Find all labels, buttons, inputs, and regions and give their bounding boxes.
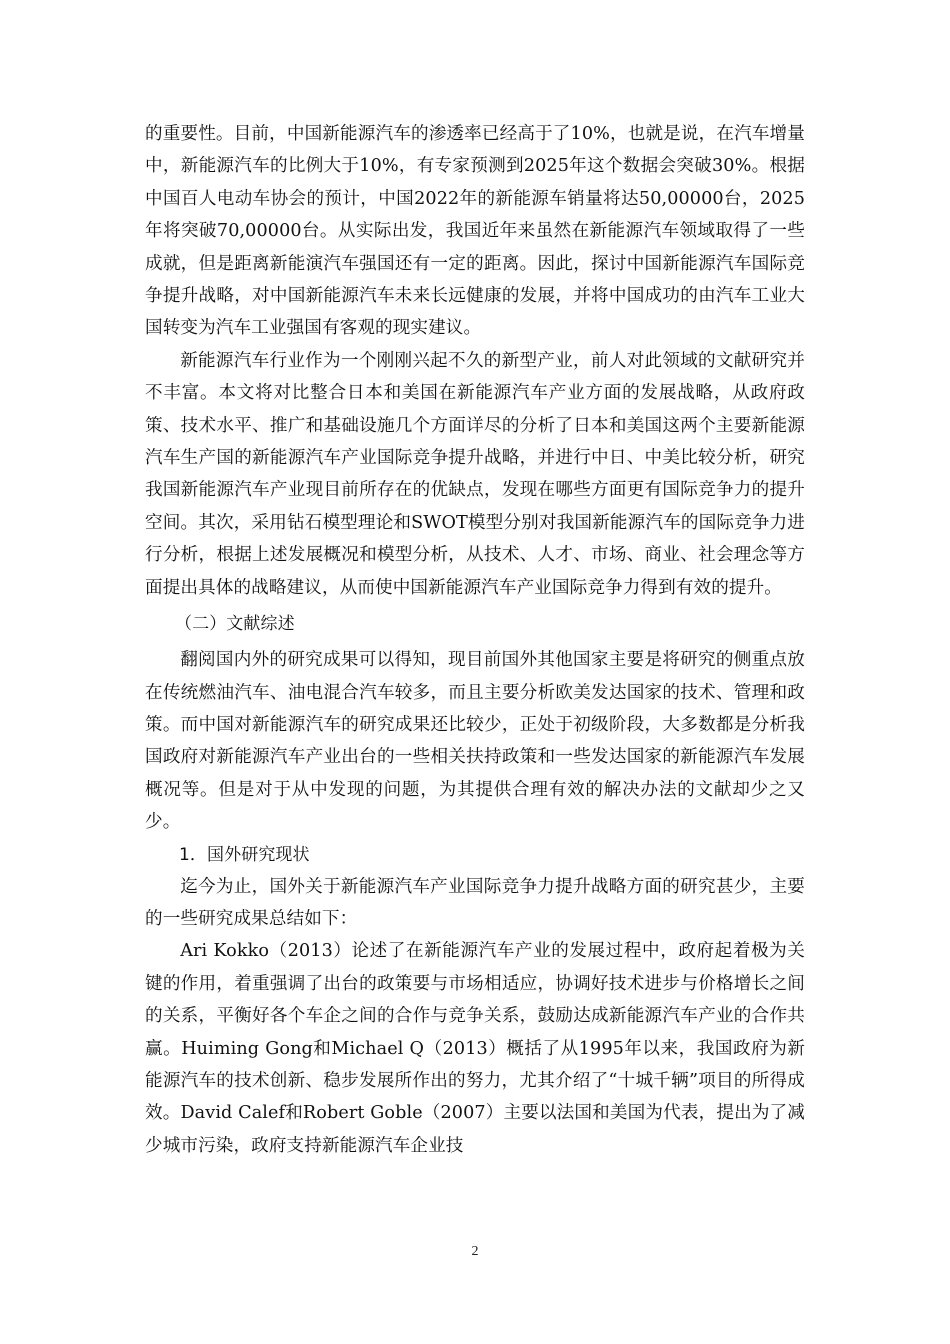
section-heading-literature-review: （二）文献综述	[175, 614, 295, 635]
paragraph-foreign-studies: Ari Kokko（2013）论述了在新能源汽车产业的发展过程中，政府起着极为关键的作用，着重强调了出台的政策要与市场相适应，协调好技术进步与价格增长之间的关系，平衡好各个车企之间的合作与竞争关系，鼓励达成新能源汽车产业的合作共赢。Huiming Gong和Michael Q（2013）概括了从1995年以来，我国政府为新能源汽车的技术创新、稳步发展所作出的努力，尤其介绍了“十城千辆”项目的所得成效。David Calef和Robert Goble（2007）主要以法国和美国为代表，提出为了减少城市污染，政府支持新能源汽车企业技	[145, 941, 805, 1156]
subsection-heading-foreign-research: 1．国外研究现状	[179, 844, 310, 865]
page-number: 2	[471, 1244, 479, 1259]
paragraph-continuation: 的重要性。目前，中国新能源汽车的渗透率已经高于了10%，也就是说，在汽车增量中，新能源汽车的比例大于10%，有专家预测到2025年这个数据会突破30%。根据中国百人电动车协会的预计，中国2022年的新能源车销量将达50,00000台，2025年将突破70,00000台。从实际出发，我国近年来虽然在新能源汽车领域取得了一些成就，但是距离新能演汽车强国还有一定的距离。因此，探讨中国新能源汽车国际竞争提升战略，对中国新能源汽车未来长远健康的发展，并将中国成功的由汽车工业大国转变为汽车工业强国有客观的现实建议。	[145, 124, 805, 339]
paragraph-foreign-intro: 迄今为止，国外关于新能源汽车产业国际竞争力提升战略方面的研究甚少，主要的一些研究成果总结如下：	[145, 876, 805, 929]
paragraph-research-significance: 新能源汽车行业作为一个刚刚兴起不久的新型产业，前人对此领域的文献研究并不丰富。本文将对比整合日本和美国在新能源汽车产业方面的发展战略，从政府政策、技术水平、推广和基础设施几个方面详尽的分析了日本和美国这两个主要新能源汽车生产国的新能源汽车产业国际竞争提升战略，并进行中日、中美比较分析，研究我国新能源汽车产业现目前所存在的优缺点，发现在哪些方面更有国际竞争力的提升空间。其次，采用钻石模型理论和SWOT模型分别对我国新能源汽车的国际竞争力进行分析，根据上述发展概况和模型分析，从技术、人才、市场、商业、社会理念等方面提出具体的战略建议，从而使中国新能源汽车产业国际竞争力得到有效的提升。	[145, 350, 805, 598]
body-text	[145, 118, 805, 1162]
paragraph-literature-overview: 翻阅国内外的研究成果可以得知，现目前国外其他国家主要是将研究的侧重点放在传统燃油汽车、油电混合汽车较多，而且主要分析欧美发达国家的技术、管理和政策。而中国对新能源汽车的研究成果还比较少，正处于初级阶段，大多数都是分析我国政府对新能源汽车产业出台的一些相关扶持政策和一些发达国家的新能源汽车发展概况等。但是对于从中发现的问题，为其提供合理有效的解决办法的文献却少之又少。	[145, 650, 805, 833]
